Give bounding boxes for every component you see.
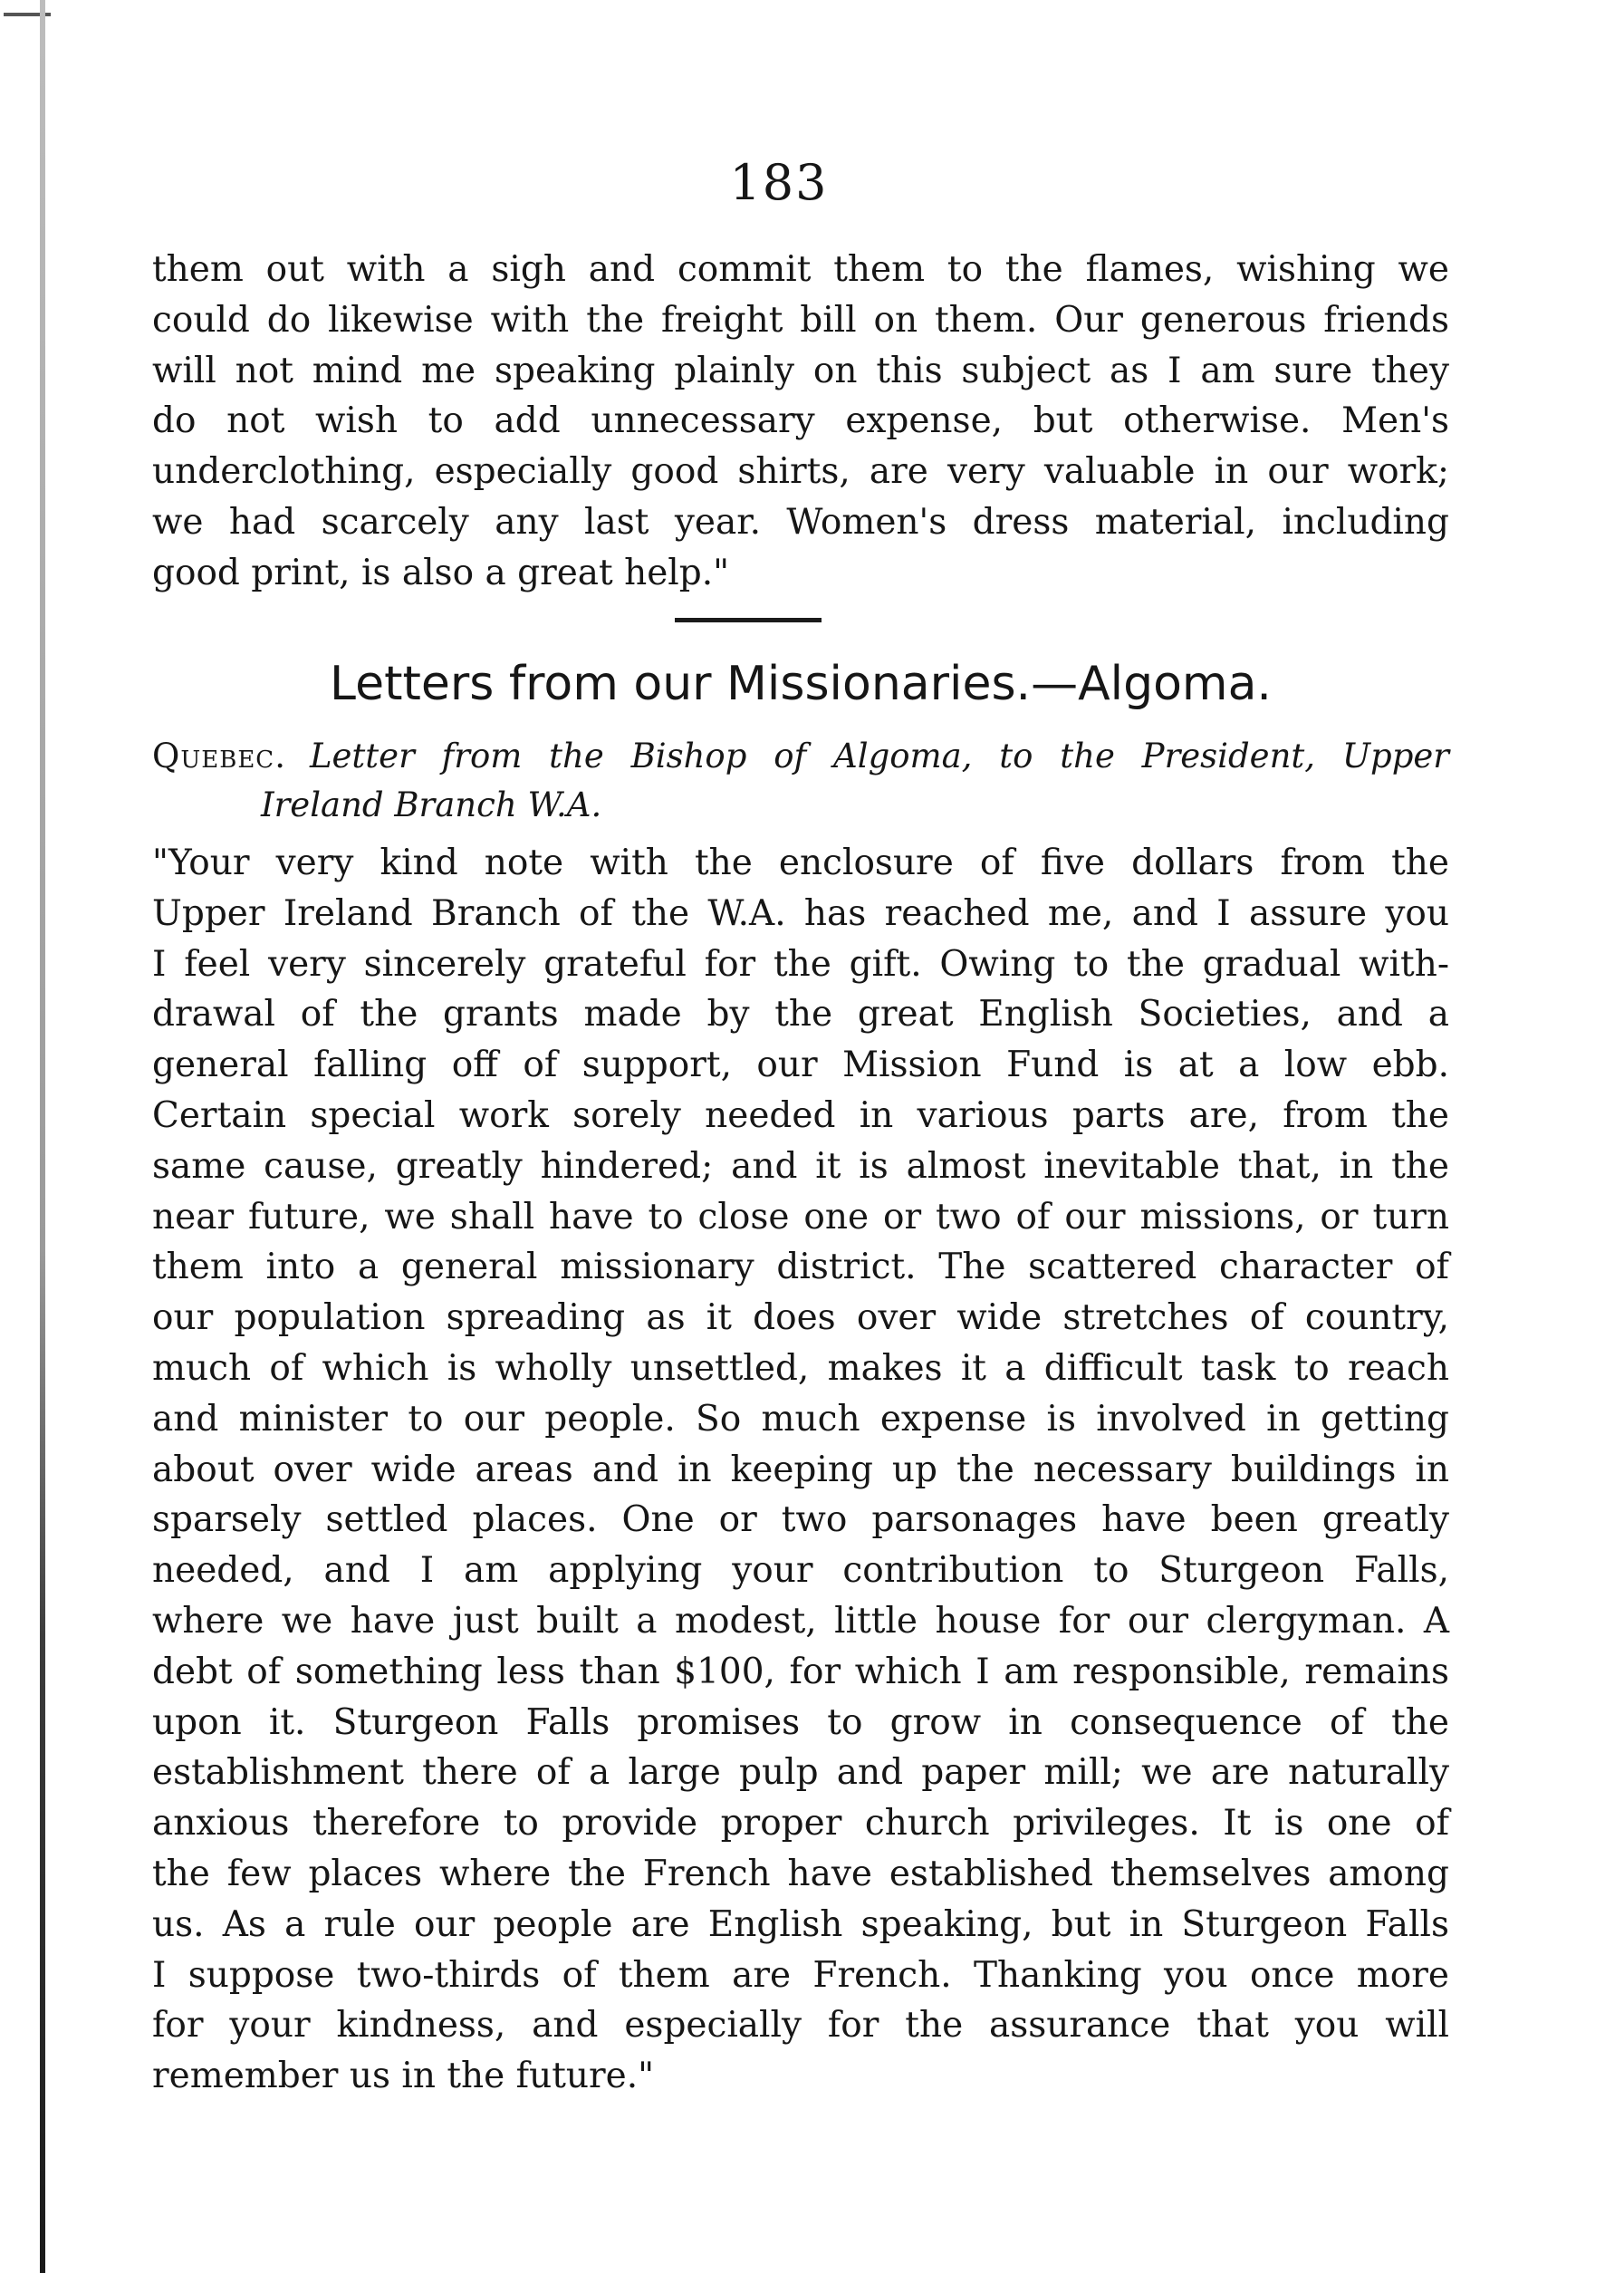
text-line: the few places where the French have established themselves among — [152, 1853, 1449, 1894]
text-line: establishment there of a large pulp and paper mill; we are naturally — [152, 1752, 1449, 1794]
text-line: will not mind me speaking plainly on this subject as I am sure they — [152, 350, 1449, 391]
text-line: debt of something less than $100, for which I am responsible, remains — [152, 1651, 1449, 1692]
text-line: do not wish to add unnecessary expense, but otherwise. Men's — [152, 400, 1449, 442]
text-line: and minister to our people. So much expense is involved in getting — [152, 1398, 1449, 1440]
section-heading: Letters from our Missionaries.—Algoma. — [330, 657, 1272, 711]
text-line: us. As a rule our people are English speaking, but in Sturgeon Falls — [152, 1903, 1449, 1945]
scan-binding-edge — [40, 0, 45, 2273]
intro-paragraph — [152, 245, 1449, 599]
page-number: 183 — [729, 154, 829, 211]
caption-line — [152, 732, 1449, 781]
caption-place: Quebec. — [152, 737, 286, 775]
text-line: drawal of the grants made by the great English Societies, and a — [152, 994, 1449, 1035]
text-line: for your kindness, and especially for the assurance that you will — [152, 2005, 1449, 2047]
text-line: near future, we shall have to close one or two of our missions, or turn — [152, 1196, 1449, 1238]
text-line: sparsely settled places. One or two parsonages have been greatly — [152, 1499, 1449, 1541]
caption-title-continued: Ireland Branch W.A. — [261, 785, 602, 824]
text-line: them out with a sigh and commit them to the flames, wishing we — [152, 249, 1449, 290]
text-line: I suppose two-thirds of them are French. Thanking you once more — [152, 1954, 1449, 1996]
text-line: good print, is also a great help." — [152, 552, 730, 593]
text-line: we had scarcely any last year. Women's dress material, including — [152, 501, 1449, 543]
text-line: underclothing, especially good shirts, are very valuable in our work; — [152, 451, 1449, 493]
text-line: needed, and I am applying your contribution to Sturgeon Falls, — [152, 1550, 1449, 1592]
text-line: remember us in the future." — [152, 2056, 655, 2097]
text-line: where we have just built a modest, little house for our clergyman. A — [152, 1600, 1449, 1642]
text-line: our population spreading as it does over wide stretches of country, — [152, 1297, 1449, 1339]
caption-title: Letter from the Bishop of Algoma, to the President, Upper — [309, 737, 1449, 775]
text-line: "Your very kind note with the enclosure of five dollars from the — [152, 843, 1449, 883]
letter-caption — [152, 732, 1449, 830]
text-line: Upper Ireland Branch of the W.A. has reached me, and I assure you — [152, 892, 1449, 934]
text-line: them into a general missionary district. The scattered character of — [152, 1247, 1449, 1288]
text-line: upon it. Sturgeon Falls promises to grow in consequence of the — [152, 1701, 1449, 1743]
section-divider — [675, 618, 822, 622]
text-line: general falling off of support, our Mission Fund is at a low ebb. — [152, 1045, 1449, 1086]
text-line: about over wide areas and in keeping up the necessary buildings in — [152, 1449, 1449, 1490]
letter-body — [152, 838, 1449, 2102]
text-line: I feel very sincerely grateful for the gift. Owing to the gradual with- — [152, 943, 1449, 985]
text-line: anxious therefore to provide proper church privileges. It is one of — [152, 1803, 1449, 1844]
text-line: much of which is wholly unsettled, makes it a difficult task to reach — [152, 1347, 1449, 1389]
text-line: Certain special work sorely needed in various parts are, from the — [152, 1094, 1449, 1136]
text-line: could do likewise with the freight bill on them. Our generous friends — [152, 299, 1449, 341]
text-line: same cause, greatly hindered; and it is almost inevitable that, in the — [152, 1145, 1449, 1187]
